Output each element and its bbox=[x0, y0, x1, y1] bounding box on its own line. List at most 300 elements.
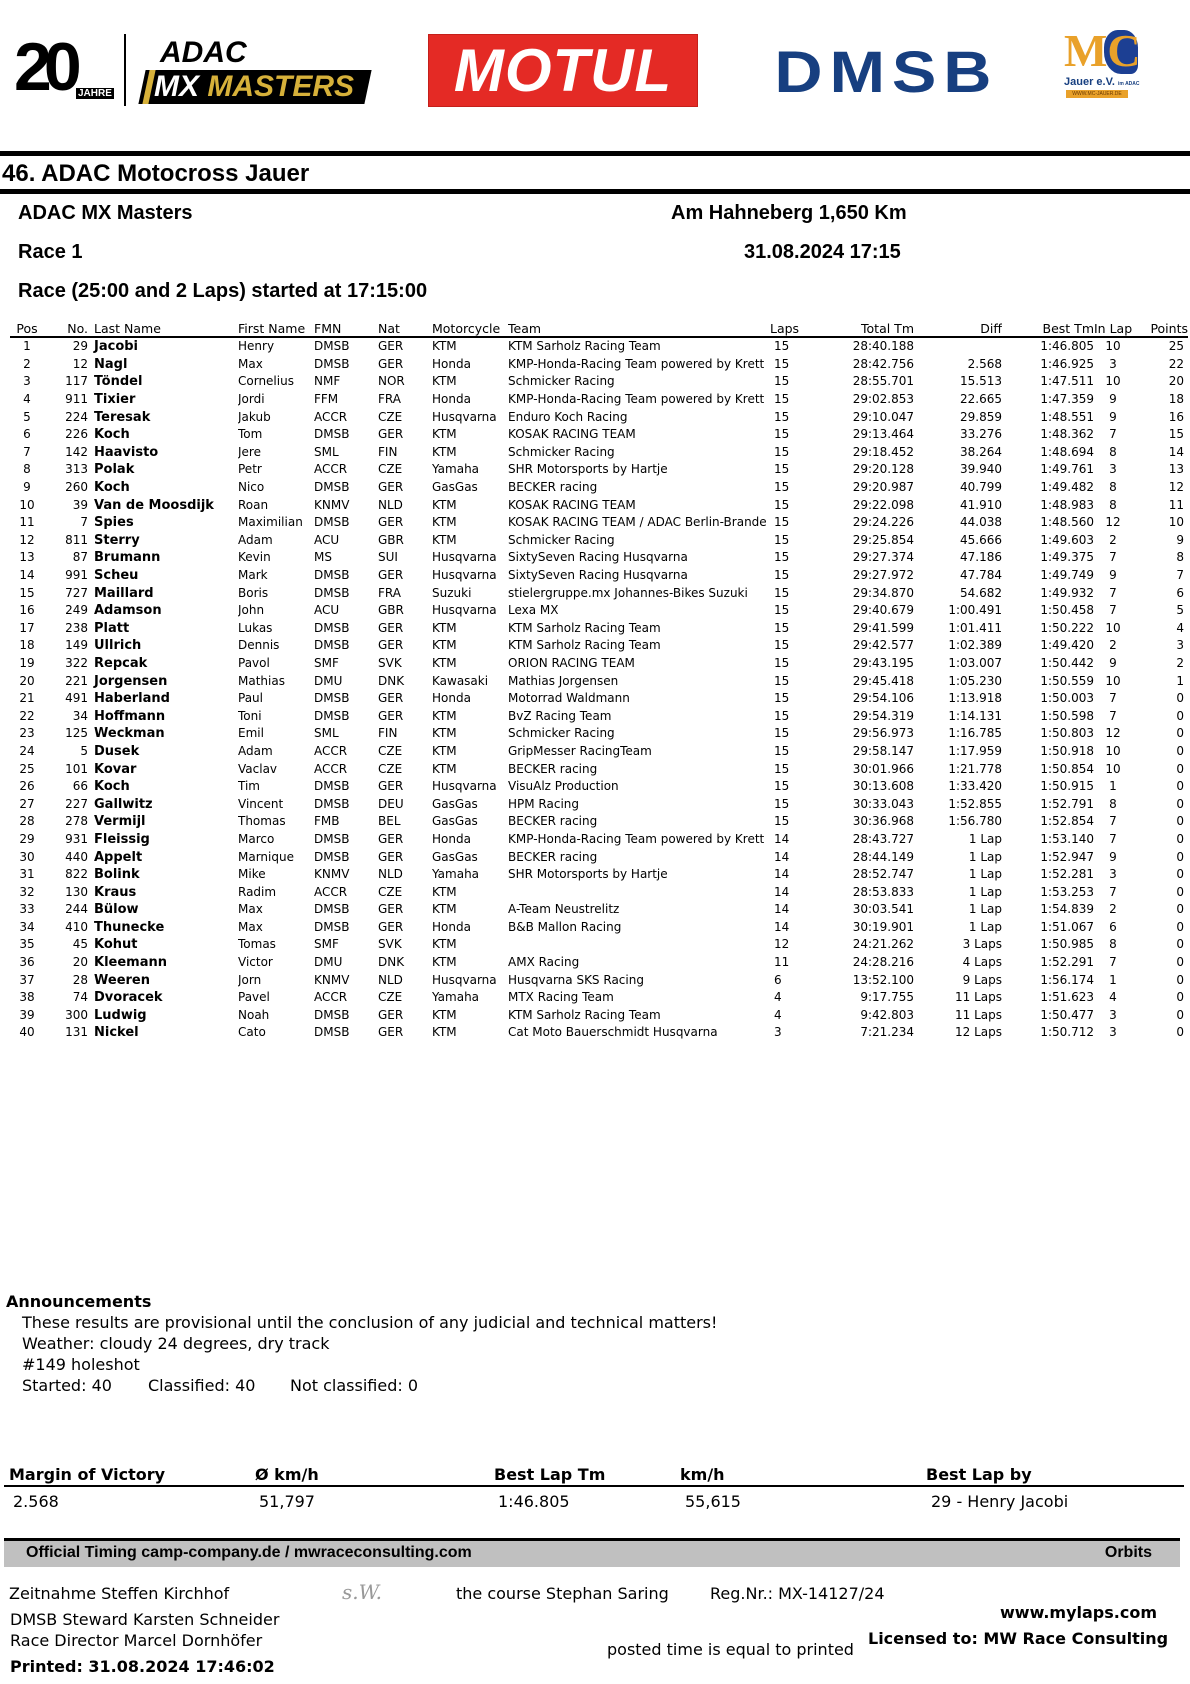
cell-best-tm: 1:52.854 bbox=[1040, 814, 1094, 829]
motul-logo bbox=[428, 34, 698, 107]
cell-no: 7 bbox=[80, 515, 88, 530]
race-name: Race 1 bbox=[18, 241, 83, 263]
cell-team bbox=[508, 936, 770, 954]
cell-pos: 2 bbox=[23, 356, 31, 371]
cell-nat: CZE bbox=[378, 743, 403, 758]
cell-total-tm: 28:53.833 bbox=[852, 884, 914, 899]
cell-nat: NLD bbox=[378, 972, 403, 987]
cell-motorcycle: Honda bbox=[432, 356, 471, 371]
table-row bbox=[10, 514, 1188, 532]
cell-total-tm: 29:25.854 bbox=[852, 532, 914, 547]
adac-mx-masters-logo bbox=[142, 38, 372, 104]
cell-last-name: Weckman bbox=[94, 726, 165, 742]
cell-points: 0 bbox=[1176, 1025, 1184, 1040]
cell-first-name: Vaclav bbox=[238, 761, 278, 776]
cell-laps: 15 bbox=[774, 568, 790, 583]
table-row bbox=[10, 620, 1188, 638]
cell-laps: 14 bbox=[774, 867, 790, 882]
table-row bbox=[10, 655, 1188, 673]
cell-pos: 25 bbox=[19, 761, 35, 776]
cell-in-lap: 10 bbox=[1105, 761, 1121, 776]
not-classified-count: Not classified: 0 bbox=[290, 1376, 419, 1395]
cell-motorcycle: KTM bbox=[432, 339, 457, 354]
cell-best-tm: 1:49.375 bbox=[1040, 550, 1094, 565]
cell-motorcycle: KTM bbox=[432, 1025, 457, 1040]
cell-pos: 40 bbox=[19, 1025, 35, 1040]
cell-laps: 15 bbox=[774, 497, 790, 512]
cell-points: 25 bbox=[1168, 339, 1184, 354]
cell-nat: CZE bbox=[378, 761, 403, 776]
mylaps-link[interactable]: www.mylaps.com bbox=[1000, 1603, 1157, 1622]
cell-points: 0 bbox=[1176, 691, 1184, 706]
cell-first-name: Mark bbox=[238, 568, 268, 583]
cell-laps: 12 bbox=[774, 937, 790, 952]
cell-best-tm: 1:48.362 bbox=[1040, 427, 1094, 442]
cell-total-tm: 30:03.541 bbox=[852, 902, 914, 917]
cell-fmn: DMSB bbox=[314, 356, 350, 371]
cell-fmn: DMSB bbox=[314, 568, 350, 583]
cell-fmn: DMSB bbox=[314, 427, 350, 442]
cell-no: 260 bbox=[65, 480, 88, 495]
table-row bbox=[10, 637, 1188, 655]
cell-points: 18 bbox=[1168, 392, 1184, 407]
cell-first-name: Adam bbox=[238, 532, 273, 547]
cell-points: 0 bbox=[1176, 867, 1184, 882]
cell-laps: 15 bbox=[774, 708, 790, 723]
cell-points: 6 bbox=[1176, 585, 1184, 600]
anniversary-logo bbox=[14, 29, 112, 105]
cell-laps: 15 bbox=[774, 761, 790, 776]
cell-total-tm: 30:33.043 bbox=[852, 796, 914, 811]
cell-last-name: Kleemann bbox=[94, 955, 167, 971]
cell-nat: DNK bbox=[378, 955, 405, 970]
cell-total-tm: 29:45.418 bbox=[852, 673, 914, 688]
cell-fmn: KNMV bbox=[314, 972, 350, 987]
cell-points: 0 bbox=[1176, 955, 1184, 970]
classified-count: Classified: 40 bbox=[148, 1376, 256, 1395]
cell-nat: GER bbox=[378, 831, 404, 846]
cell-first-name: Petr bbox=[238, 462, 262, 477]
cell-diff: 1:33.420 bbox=[948, 779, 1002, 794]
cell-laps: 15 bbox=[774, 673, 790, 688]
cell-points: 0 bbox=[1176, 919, 1184, 934]
cell-team: stielergruppe.mx Johannes-Bikes Suzuki bbox=[508, 585, 748, 600]
table-row bbox=[10, 690, 1188, 708]
cell-team: KTM Sarholz Racing Team bbox=[508, 620, 661, 635]
cell-diff: 54.682 bbox=[960, 585, 1002, 600]
cell-no: 822 bbox=[65, 867, 88, 882]
club-mark: MC bbox=[1064, 25, 1141, 76]
cell-motorcycle: GasGas bbox=[432, 814, 478, 829]
cell-pos: 35 bbox=[19, 937, 35, 952]
cell-motorcycle: Husqvarna bbox=[432, 972, 497, 987]
club-name-text: Jauer e.V. bbox=[1064, 76, 1115, 88]
cell-no: 130 bbox=[65, 884, 88, 899]
anniversary-number: 20 bbox=[14, 29, 74, 105]
cell-in-lap: 7 bbox=[1109, 550, 1117, 565]
cell-motorcycle: KTM bbox=[432, 1007, 457, 1022]
cell-nat: GER bbox=[378, 708, 404, 723]
cell-no: 125 bbox=[65, 726, 88, 741]
cell-pos: 17 bbox=[19, 620, 35, 635]
cell-fmn: KNMV bbox=[314, 497, 350, 512]
cell-motorcycle: KTM bbox=[432, 532, 457, 547]
cell-total-tm: 29:22.098 bbox=[852, 497, 914, 512]
table-row bbox=[10, 1024, 1188, 1042]
cell-fmn: DMSB bbox=[314, 902, 350, 917]
cell-nat: GER bbox=[378, 339, 404, 354]
cell-nat: GBR bbox=[378, 603, 404, 618]
cell-nat: GER bbox=[378, 620, 404, 635]
cell-last-name: Sterry bbox=[94, 532, 140, 548]
title-rule-bottom bbox=[0, 189, 1190, 194]
printed-timestamp: Printed: 31.08.2024 17:46:02 bbox=[10, 1657, 275, 1676]
cell-last-name: Haavisto bbox=[94, 444, 159, 460]
cell-diff: 1:01.411 bbox=[948, 620, 1002, 635]
cell-no: 727 bbox=[65, 585, 88, 600]
cell-nat: GER bbox=[378, 779, 404, 794]
cell-diff: 33.276 bbox=[960, 427, 1002, 442]
cell-diff: 1:00.491 bbox=[948, 603, 1002, 618]
cell-laps: 15 bbox=[774, 374, 790, 389]
table-row bbox=[10, 725, 1188, 743]
cell-nat: FIN bbox=[378, 444, 398, 459]
cell-in-lap: 3 bbox=[1109, 462, 1117, 477]
cell-pos: 31 bbox=[19, 867, 35, 882]
cell-laps: 15 bbox=[774, 691, 790, 706]
cell-no: 45 bbox=[72, 937, 88, 952]
cell-diff: 22.665 bbox=[960, 392, 1002, 407]
cell-in-lap: 8 bbox=[1109, 480, 1117, 495]
cell-first-name: Marco bbox=[238, 831, 275, 846]
cell-last-name: Weeren bbox=[94, 972, 150, 988]
cell-in-lap: 6 bbox=[1109, 919, 1117, 934]
cell-pos: 16 bbox=[19, 603, 35, 618]
cell-team: AMX Racing bbox=[508, 955, 580, 970]
cell-no: 87 bbox=[72, 550, 88, 565]
cell-diff: 41.910 bbox=[960, 497, 1002, 512]
cell-fmn: DMSB bbox=[314, 638, 350, 653]
cell-diff: 1 Lap bbox=[968, 849, 1002, 864]
cell-diff: 1 Lap bbox=[968, 919, 1002, 934]
cell-nat: DNK bbox=[378, 673, 405, 688]
cell-points: 0 bbox=[1176, 761, 1184, 776]
cell-first-name: Max bbox=[238, 902, 263, 917]
cell-best-tm: 1:46.925 bbox=[1040, 356, 1094, 371]
col-fmn: FMN bbox=[314, 320, 378, 337]
cell-best-tm: 1:48.983 bbox=[1040, 497, 1094, 512]
cell-first-name: Cornelius bbox=[238, 374, 294, 389]
cell-points: 0 bbox=[1176, 831, 1184, 846]
cell-laps: 15 bbox=[774, 462, 790, 477]
cell-no: 224 bbox=[65, 409, 88, 424]
cell-best-tm: 1:47.359 bbox=[1040, 392, 1094, 407]
table-row bbox=[10, 567, 1188, 585]
cell-in-lap: 9 bbox=[1109, 409, 1117, 424]
cell-no: 29 bbox=[72, 339, 88, 354]
cell-pos: 33 bbox=[19, 902, 35, 917]
cell-motorcycle: KTM bbox=[432, 726, 457, 741]
cell-no: 28 bbox=[72, 972, 88, 987]
cell-nat: GBR bbox=[378, 532, 404, 547]
cell-motorcycle: KTM bbox=[432, 708, 457, 723]
cell-fmn: DMSB bbox=[314, 620, 350, 635]
cell-total-tm: 29:41.599 bbox=[852, 620, 914, 635]
cell-pos: 24 bbox=[19, 743, 35, 758]
cell-no: 34 bbox=[72, 708, 88, 723]
official-timing-bar bbox=[4, 1538, 1180, 1567]
cell-points: 0 bbox=[1176, 884, 1184, 899]
cell-no: 226 bbox=[65, 427, 88, 442]
cell-points: 0 bbox=[1176, 743, 1184, 758]
cell-pos: 6 bbox=[23, 427, 31, 442]
cell-no: 131 bbox=[65, 1025, 88, 1040]
cell-laps: 15 bbox=[774, 779, 790, 794]
cell-last-name: Nickel bbox=[94, 1025, 139, 1041]
cell-points: 0 bbox=[1176, 937, 1184, 952]
cell-team: KTM Sarholz Racing Team bbox=[508, 339, 661, 354]
cell-laps: 15 bbox=[774, 427, 790, 442]
cell-pos: 9 bbox=[23, 480, 31, 495]
cell-in-lap: 2 bbox=[1109, 532, 1117, 547]
cell-pos: 21 bbox=[19, 691, 35, 706]
cell-total-tm: 29:18.452 bbox=[852, 444, 914, 459]
cell-points: 1 bbox=[1176, 673, 1184, 688]
table-row bbox=[10, 1007, 1188, 1025]
cell-best-tm: 1:47.511 bbox=[1040, 374, 1094, 389]
cell-motorcycle: Honda bbox=[432, 919, 471, 934]
cell-team: SHR Motorsports by Hartje bbox=[508, 462, 668, 477]
cell-first-name: Cato bbox=[238, 1025, 266, 1040]
cell-last-name: Haberland bbox=[94, 691, 170, 707]
cell-in-lap: 3 bbox=[1109, 1007, 1117, 1022]
cell-motorcycle: Honda bbox=[432, 392, 471, 407]
cell-team: VisuAlz Production bbox=[508, 779, 619, 794]
cell-motorcycle: Honda bbox=[432, 691, 471, 706]
logo-divider bbox=[124, 34, 126, 106]
cell-motorcycle: KTM bbox=[432, 955, 457, 970]
table-row bbox=[10, 954, 1188, 972]
cell-fmn: DMSB bbox=[314, 480, 350, 495]
cell-diff: 1 Lap bbox=[968, 884, 1002, 899]
cell-laps: 15 bbox=[774, 743, 790, 758]
cell-total-tm: 30:19.901 bbox=[852, 919, 914, 934]
cell-best-tm: 1:53.253 bbox=[1040, 884, 1094, 899]
cell-no: 5 bbox=[80, 743, 88, 758]
cell-points: 0 bbox=[1176, 1007, 1184, 1022]
cell-diff: 11 Laps bbox=[955, 1007, 1002, 1022]
cell-fmn: DMSB bbox=[314, 1025, 350, 1040]
cell-no: 313 bbox=[65, 462, 88, 477]
cell-last-name: Polak bbox=[94, 462, 135, 478]
cell-laps: 3 bbox=[774, 1025, 782, 1040]
cell-laps: 15 bbox=[774, 603, 790, 618]
cell-motorcycle: Yamaha bbox=[432, 462, 480, 477]
cell-total-tm: 29:13.464 bbox=[852, 427, 914, 442]
cell-diff: 1:02.389 bbox=[948, 638, 1002, 653]
cell-first-name: Vincent bbox=[238, 796, 284, 811]
cell-team: BECKER racing bbox=[508, 480, 598, 495]
cell-diff: 1 Lap bbox=[968, 867, 1002, 882]
cell-total-tm: 28:55.701 bbox=[852, 374, 914, 389]
cell-in-lap: 7 bbox=[1109, 955, 1117, 970]
cell-points: 15 bbox=[1168, 427, 1184, 442]
cell-best-tm: 1:51.067 bbox=[1040, 919, 1094, 934]
cell-team: KOSAK RACING TEAM bbox=[508, 497, 636, 512]
cell-points: 3 bbox=[1176, 638, 1184, 653]
col-diff: Diff bbox=[914, 320, 1002, 337]
cell-points: 0 bbox=[1176, 814, 1184, 829]
anniversary-label: JAHRE bbox=[78, 88, 112, 99]
cell-in-lap: 7 bbox=[1109, 814, 1117, 829]
cell-fmn: DMU bbox=[314, 673, 343, 688]
table-row bbox=[10, 760, 1188, 778]
cell-in-lap: 7 bbox=[1109, 427, 1117, 442]
club-suffix: im ADAC bbox=[1118, 81, 1140, 87]
cell-no: 931 bbox=[65, 831, 88, 846]
cell-team: Husqvarna SKS Racing bbox=[508, 972, 644, 987]
cell-nat: GER bbox=[378, 480, 404, 495]
race-datetime: 31.08.2024 17:15 bbox=[744, 241, 901, 263]
mc-jauer-logo bbox=[1064, 25, 1150, 104]
cell-diff: 1:16.785 bbox=[948, 726, 1002, 741]
cell-fmn: ACCR bbox=[314, 761, 348, 776]
cell-best-tm: 1:52.947 bbox=[1040, 849, 1094, 864]
cell-no: 142 bbox=[65, 444, 88, 459]
cell-motorcycle: Honda bbox=[432, 831, 471, 846]
cell-fmn: SML bbox=[314, 726, 339, 741]
cell-last-name: Bülow bbox=[94, 902, 139, 918]
cell-diff bbox=[914, 337, 1002, 356]
cell-nat: CZE bbox=[378, 462, 403, 477]
registration-number: Reg.Nr.: MX-14127/24 bbox=[710, 1584, 885, 1603]
cell-total-tm: 24:28.216 bbox=[852, 955, 914, 970]
cell-laps: 14 bbox=[774, 884, 790, 899]
cell-best-tm: 1:50.803 bbox=[1040, 726, 1094, 741]
event-title: 46. ADAC Motocross Jauer bbox=[2, 160, 310, 187]
table-row bbox=[10, 549, 1188, 567]
cell-pos: 27 bbox=[19, 796, 35, 811]
cell-fmn: ACCR bbox=[314, 743, 348, 758]
cell-fmn: DMSB bbox=[314, 849, 350, 864]
cell-motorcycle: KTM bbox=[432, 374, 457, 389]
cell-fmn: DMU bbox=[314, 955, 343, 970]
cell-no: 300 bbox=[65, 1007, 88, 1022]
cell-pos: 22 bbox=[19, 708, 35, 723]
cell-motorcycle: Suzuki bbox=[432, 585, 472, 600]
cell-team: KOSAK RACING TEAM bbox=[508, 427, 636, 442]
cell-no: 74 bbox=[72, 990, 88, 1005]
cell-diff: 1 Lap bbox=[968, 831, 1002, 846]
cell-fmn: SMF bbox=[314, 937, 339, 952]
cell-nat: CZE bbox=[378, 409, 403, 424]
cell-in-lap: 10 bbox=[1105, 374, 1121, 389]
cell-nat: GER bbox=[378, 1007, 404, 1022]
cell-first-name: Victor bbox=[238, 955, 273, 970]
cell-nat: NOR bbox=[378, 374, 405, 389]
cell-no: 249 bbox=[65, 603, 88, 618]
start-stats bbox=[22, 1376, 418, 1395]
cell-laps: 4 bbox=[774, 990, 782, 1005]
cell-points: 2 bbox=[1176, 655, 1184, 670]
cell-last-name: Tixier bbox=[94, 392, 136, 408]
cell-points: 0 bbox=[1176, 902, 1184, 917]
cell-best-tm: 1:48.551 bbox=[1040, 409, 1094, 424]
cell-pos: 38 bbox=[19, 990, 35, 1005]
cell-first-name: Roan bbox=[238, 497, 269, 512]
cell-team: Schmicker Racing bbox=[508, 726, 615, 741]
cell-total-tm: 29:58.147 bbox=[852, 743, 914, 758]
club-name bbox=[1064, 76, 1140, 88]
cell-in-lap: 1 bbox=[1109, 779, 1117, 794]
cell-diff: 1:56.780 bbox=[948, 814, 1002, 829]
cell-best-tm: 1:50.598 bbox=[1040, 708, 1094, 723]
cell-first-name: Tim bbox=[238, 779, 260, 794]
cell-first-name: Jorn bbox=[238, 972, 262, 987]
cell-in-lap: 10 bbox=[1105, 743, 1121, 758]
best-lap-by-value: 29 - Henry Jacobi bbox=[931, 1492, 1069, 1511]
cell-diff: 1:21.778 bbox=[948, 761, 1002, 776]
cell-diff: 1:05.230 bbox=[948, 673, 1002, 688]
cell-best-tm: 1:48.560 bbox=[1040, 515, 1094, 530]
cell-diff: 12 Laps bbox=[955, 1025, 1002, 1040]
cell-first-name: Adam bbox=[238, 743, 273, 758]
cell-laps: 15 bbox=[774, 409, 790, 424]
margin-of-victory-value: 2.568 bbox=[13, 1492, 59, 1511]
cell-fmn: ACCR bbox=[314, 409, 348, 424]
cell-laps: 15 bbox=[774, 655, 790, 670]
cell-team: GripMesser RacingTeam bbox=[508, 743, 652, 758]
cell-last-name: Scheu bbox=[94, 568, 139, 584]
cell-best-tm: 1:54.839 bbox=[1040, 902, 1094, 917]
cell-best-tm: 1:50.559 bbox=[1040, 673, 1094, 688]
cell-team: Schmicker Racing bbox=[508, 444, 615, 459]
col-first-name: First Name bbox=[238, 320, 314, 337]
table-row bbox=[10, 426, 1188, 444]
cell-fmn: SML bbox=[314, 444, 339, 459]
cell-in-lap: 10 bbox=[1105, 339, 1121, 354]
cell-motorcycle: KTM bbox=[432, 638, 457, 653]
cell-first-name: Max bbox=[238, 356, 263, 371]
cell-last-name: Kohut bbox=[94, 937, 138, 953]
cell-no: 66 bbox=[72, 779, 88, 794]
cell-in-lap: 10 bbox=[1105, 620, 1121, 635]
cell-best-tm: 1:50.915 bbox=[1040, 779, 1094, 794]
cell-fmn: ACCR bbox=[314, 884, 348, 899]
cell-diff: 1:17.959 bbox=[948, 743, 1002, 758]
cell-diff: 45.666 bbox=[960, 532, 1002, 547]
cell-pos: 26 bbox=[19, 779, 35, 794]
cell-first-name: Mike bbox=[238, 867, 266, 882]
best-lap-by-label: Best Lap by bbox=[926, 1465, 1032, 1484]
cell-team: Schmicker Racing bbox=[508, 532, 615, 547]
cell-last-name: Hoffmann bbox=[94, 708, 166, 724]
cell-motorcycle: GasGas bbox=[432, 849, 478, 864]
table-row bbox=[10, 391, 1188, 409]
cell-pos: 5 bbox=[23, 409, 31, 424]
cell-laps: 15 bbox=[774, 356, 790, 371]
avg-speed-value: 51,797 bbox=[259, 1492, 315, 1511]
cell-motorcycle: Yamaha bbox=[432, 867, 480, 882]
cell-nat: GER bbox=[378, 568, 404, 583]
cell-points: 0 bbox=[1176, 990, 1184, 1005]
orbits-label: Orbits bbox=[1104, 1544, 1152, 1561]
cell-pos: 28 bbox=[19, 814, 35, 829]
cell-last-name: Töndel bbox=[94, 374, 143, 390]
cell-nat: GER bbox=[378, 356, 404, 371]
cell-laps: 15 bbox=[774, 550, 790, 565]
col-best-tm: Best Tm bbox=[1002, 320, 1094, 337]
